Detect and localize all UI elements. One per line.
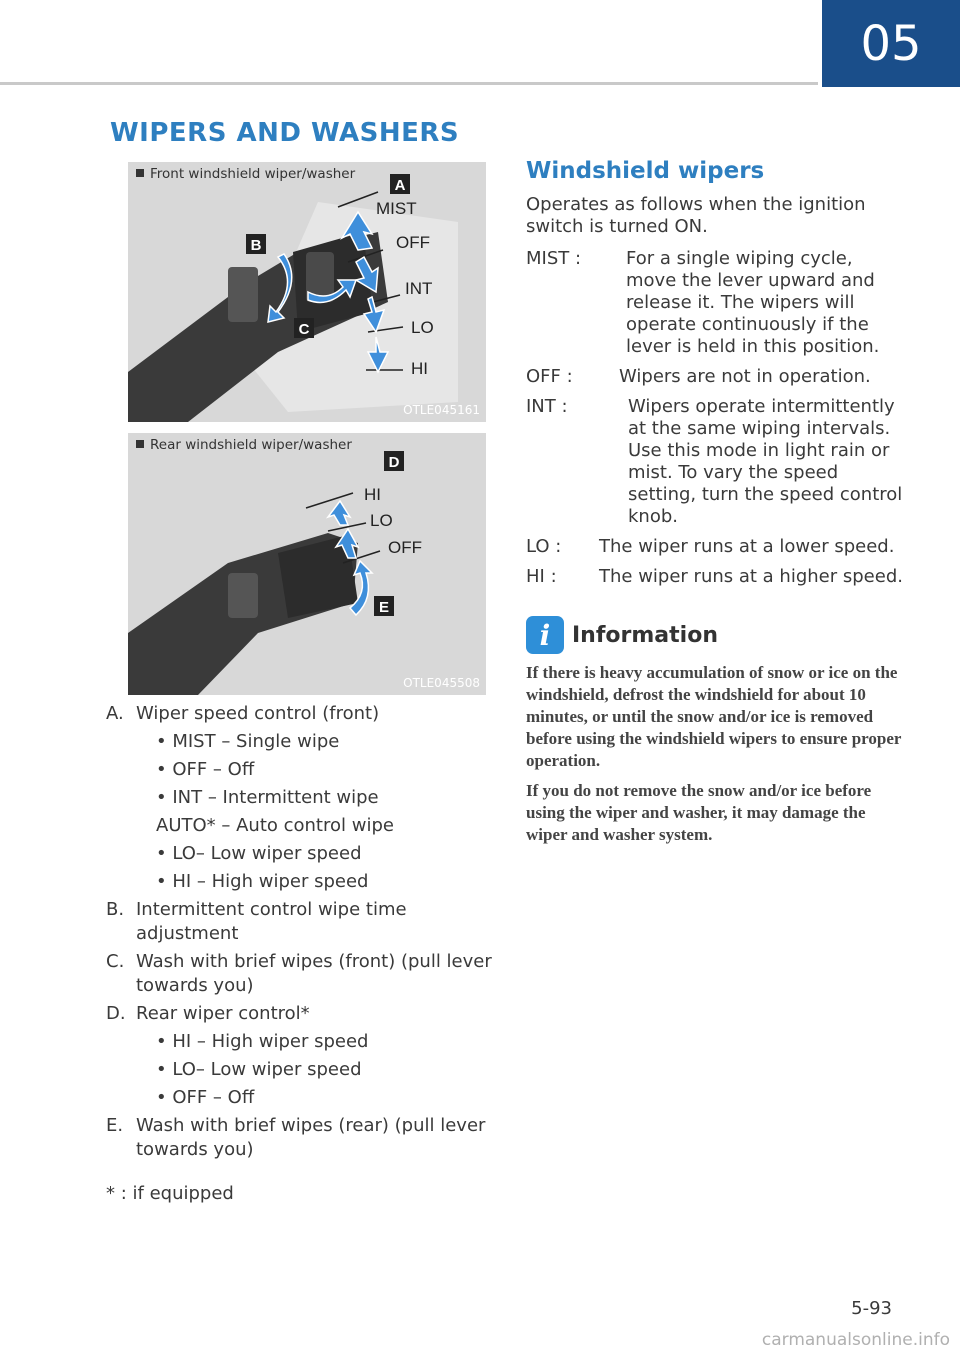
mode-definitions [526,248,906,588]
rear-figure-code: OTLE045508 [403,676,480,690]
label-e: E [378,599,390,616]
mode-lo: LO : The wiper runs at a lower speed. [526,536,895,557]
legend-sub: • HI – High wiper speed [156,1031,369,1052]
legend-sub: AUTO* – Auto control wipe [156,815,394,836]
mode-mist: MIST : For a single wiping cycle, move the lever upward and release it. The wipers will operate continuously if the lever is held in this position. [526,248,880,357]
watermark: carmanualsonline.info [761,1330,950,1350]
right-column [526,158,906,854]
label-b: B [250,237,262,254]
rear-figure-caption: Rear windshield wiper/washer [136,437,352,453]
legend-item-c: C. Wash with brief wipes (front) (pull lever towards you) [106,951,492,996]
chapter-number: 05 [822,0,960,87]
label-rear-hi: HI [364,485,381,504]
component-legend [106,702,506,1166]
legend-sub: • INT – Intermittent wipe [156,787,379,808]
information-header [526,616,906,654]
front-figure-caption: Front windshield wiper/washer [136,166,355,182]
label-off: OFF [396,233,430,252]
label-mist: MIST [376,199,417,218]
legend-item-d: D. Rear wiper control* [106,1003,310,1024]
info-icon: i [526,616,564,654]
rear-wiper-figure [128,433,486,695]
information-paragraph-1: If there is heavy accumulation of snow or ice on the windshield, defrost the windshield for about 10 minutes, or until the snow and/or ice is removed before using the windshield wipers to ensure proper operation. [526,663,902,770]
caption-square-icon [136,440,144,448]
legend-sub: • OFF – Off [156,1087,255,1108]
mode-hi: HI : The wiper runs at a higher speed. [526,566,903,587]
front-wiper-illustration [128,162,486,422]
rear-wiper-illustration [128,433,486,695]
label-d: D [388,454,400,471]
label-lo: LO [411,318,434,337]
page-number: 5-93 [851,1298,892,1319]
legend-sub: • MIST – Single wipe [156,731,340,752]
windshield-intro: Operates as follows when the ignition switch is turned ON. [526,194,866,237]
label-int: INT [405,279,433,298]
information-title: Information [572,622,718,648]
front-wiper-figure [128,162,486,422]
section-title: WIPERS AND WASHERS [110,118,460,148]
caption-square-icon [136,169,144,177]
label-rear-lo: LO [370,511,393,530]
footnote: * : if equipped [106,1183,234,1204]
front-figure-code: OTLE045161 [403,403,480,417]
information-paragraph-2: If you do not remove the snow and/or ice before using the wiper and washer, it may damage the wiper and washer system. [526,781,872,844]
label-rear-off: OFF [388,538,422,557]
legend-sub: • HI – High wiper speed [156,871,369,892]
label-hi: HI [411,359,428,378]
legend-sub: • OFF – Off [156,759,255,780]
legend-item-b: B. Intermittent control wipe time adjustment [106,899,407,944]
label-c: C [298,321,310,338]
label-a: A [394,177,406,194]
legend-item-e: E. Wash with brief wipes (rear) (pull lever towards you) [106,1115,486,1160]
legend-sub: • LO– Low wiper speed [156,1059,362,1080]
header-rule [0,82,818,85]
legend-item-a: A. Wiper speed control (front) [106,703,380,724]
mode-int: INT : Wipers operate intermittently at the same wiping intervals. Use this mode in light rain or mist. To vary the speed setting, turn the speed control knob. [526,396,903,527]
legend-sub: • LO– Low wiper speed [156,843,362,864]
mode-off: OFF : Wipers are not in operation. [526,366,871,387]
windshield-wipers-heading: Windshield wipers [526,158,765,184]
